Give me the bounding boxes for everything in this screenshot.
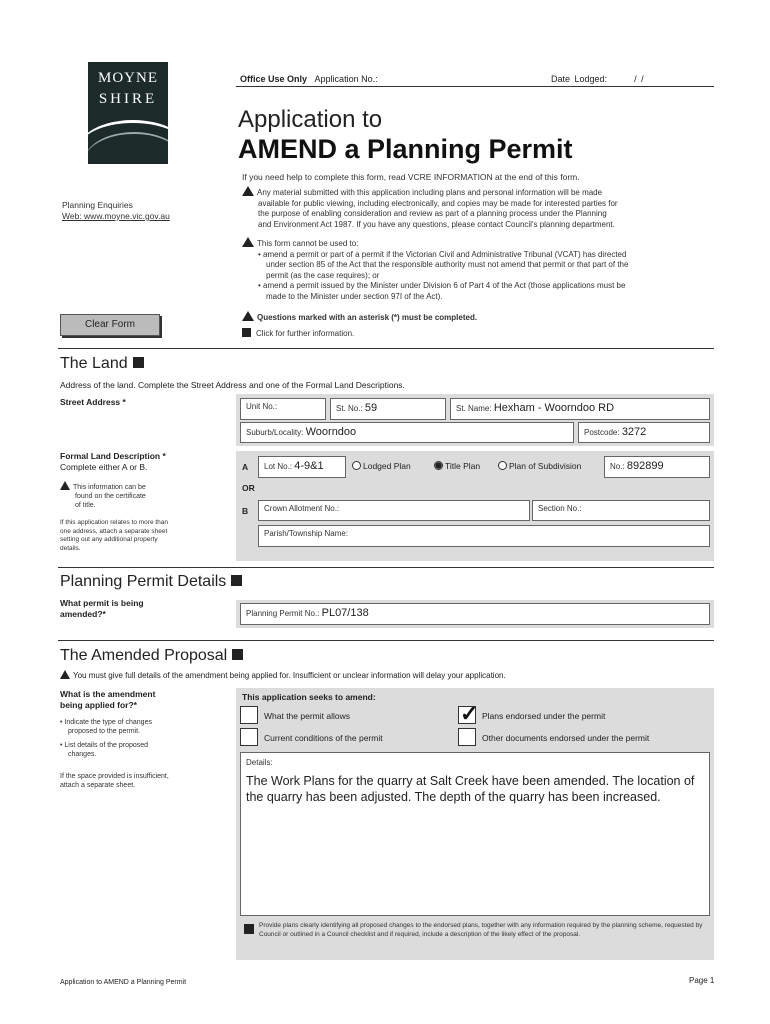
permit-no-field[interactable]: Planning Permit No.: PL07/138	[240, 603, 710, 625]
street-address-label: Street Address *	[60, 397, 126, 407]
amendment-panel: This application seeks to amend: What the permit allows ✓ Plans endorsed under the permit Current conditions of the permit Other documents endorsed under the permit Details: The Work Plans for the quarry at Salt Creek have been amended. The location of the quarry has been adjusted. The depth of the quarry has been increased. Provide plans clearly identifying all proposed changes to the endorsed plans, together with any information required by the planning scheme, requested by Council or outlined in a Council checklist and if required, include a description of the likely effect of the proposal.	[236, 688, 714, 960]
info-icon[interactable]	[231, 575, 242, 586]
details-textarea[interactable]: Details: The Work Plans for the quarry at Salt Creek have been amended. The location of the quarry has been adjusted. The depth of the quarry has been increased.	[240, 752, 710, 916]
formal-land-label: Formal Land Description *	[60, 451, 166, 461]
amendment-question: What is the amendment being applied for?*	[60, 689, 156, 710]
postcode-field[interactable]: Postcode: 3272	[578, 422, 710, 443]
moyne-shire-logo	[88, 62, 168, 164]
info-icon[interactable]	[244, 924, 254, 934]
office-use-label: Office Use Only Application No.:	[240, 74, 378, 84]
date-lodged-label: Date Lodged: / /	[551, 74, 644, 84]
provide-plans-note: Provide plans clearly identifying all proposed changes to the endorsed plans, together with any information required by the planning scheme, requested by Council or outlined in a Council checklist and if required, include a description of the likely effect of the proposal.	[244, 922, 706, 939]
multi-address-note: If this application relates to more than one address, attach a separate sheet setting out any additional property details.	[60, 519, 169, 552]
asterisk-note: Questions marked with an asterisk (*) must be completed.	[242, 311, 477, 324]
other-documents-checkbox[interactable]	[458, 728, 476, 746]
formal-land-panel: A Lot No.: 4-9&1 Lodged Plan Title Plan Plan of Subdivision No.: 892899 OR B Crown Allotment No.: Section No.: Parish/Township Name:	[236, 451, 714, 561]
plan-no-field[interactable]: No.: 892899	[604, 456, 710, 478]
parish-township-field[interactable]: Parish/Township Name:	[258, 525, 710, 547]
conditions-checkbox[interactable]	[240, 728, 258, 746]
suburb-field[interactable]: Suburb/Locality: Woorndoo	[240, 422, 574, 443]
info-note: This information can be found on the certificate of title.	[60, 481, 146, 510]
page-title: AMEND a Planning Permit	[238, 134, 573, 164]
plans-checkbox[interactable]	[458, 706, 476, 724]
planning-enquiries: Planning Enquiries Web: www.moyne.vic.gov.au	[62, 200, 170, 221]
info-icon	[242, 328, 251, 337]
info-icon[interactable]	[232, 649, 243, 660]
street-no-field[interactable]: St. No.: 59	[330, 398, 446, 420]
cannot-use-warning: This form cannot be used to: • amend a permit or part of a permit if the Victorian Civil and Administrative Tribunal (VCAT) has directed under section 85 of the Act that the responsible authority must not amend that permit or that part of the permit (as the case requires); or • amend a permit issued by the Minister under Division 6 of Part 4 of the Act (those applications must be made to the Minister under section 97I of the Act).	[242, 237, 714, 302]
warning-icon	[242, 186, 254, 196]
title-line1: Application to	[238, 106, 383, 133]
crown-allotment-field[interactable]: Crown Allotment No.:	[258, 500, 530, 521]
insufficient-note: If the space provided is insufficient, attach a separate sheet.	[60, 773, 169, 789]
warning-icon	[60, 481, 70, 490]
or-label: OR	[242, 483, 255, 493]
seeks-label: This application seeks to amend:	[242, 692, 376, 702]
formal-land-sub: Complete either A or B.	[60, 462, 148, 472]
footer-title: Application to AMEND a Planning Permit	[60, 979, 187, 986]
address-note: Address of the land. Complete the Street Address and one of the Formal Land Descriptions.	[60, 380, 405, 390]
material-warning: Any material submitted with this application including plans and personal information will be made available for public viewing, including electronically, and copies may be made for interested parties for the purpose of enabling consideration and review as part of a planning process under the Planning and Environment Act 1987. If you have any questions, please contact Council's planning department.	[242, 186, 714, 230]
clear-form-button[interactable]: Clear Form	[60, 314, 160, 336]
page-number: Page 1	[689, 976, 715, 985]
amendment-bullets: • Indicate the type of changes proposed to the permit. • List details of the proposed changes.	[60, 719, 152, 758]
details-text: The Work Plans for the quarry at Salt Creek have been amended. The location of the quarry has been adjusted. The depth of the quarry has been increased.	[246, 774, 695, 804]
plan-of-subdivision-radio[interactable]: Plan of Subdivision	[498, 461, 581, 471]
allows-checkbox[interactable]	[240, 706, 258, 724]
lot-no-field[interactable]: Lot No.: 4-9&1	[258, 456, 346, 478]
section-amended-proposal: The Amended Proposal	[60, 647, 248, 665]
unit-no-field[interactable]: Unit No.:	[240, 398, 326, 420]
info-icon[interactable]	[133, 357, 144, 368]
intro-text: If you need help to complete this form, read VCRE INFORMATION at the end of this form.	[242, 172, 580, 182]
lodged-plan-radio[interactable]: Lodged Plan	[352, 461, 411, 471]
web-link[interactable]: Web: www.moyne.vic.gov.au	[62, 211, 170, 221]
warning-icon	[242, 237, 254, 247]
title-plan-radio[interactable]: Title Plan	[434, 461, 480, 471]
warning-icon	[242, 311, 254, 321]
logo-line2: SHIRE	[98, 91, 158, 107]
street-address-panel	[236, 394, 714, 446]
section-the-land: The Land	[60, 355, 149, 373]
section-no-field[interactable]: Section No.:	[532, 500, 710, 521]
street-name-field[interactable]: St. Name: Hexham - Woorndoo RD	[450, 398, 710, 420]
logo-line1: MOYNE	[98, 70, 158, 86]
warning-icon	[60, 670, 70, 679]
further-info-link[interactable]: Click for further information.	[242, 328, 354, 340]
permit-question: What permit is being amended?*	[60, 598, 144, 619]
section-planning-permit: Planning Permit Details	[60, 573, 247, 591]
amended-warning: You must give full details of the amendment being applied for. Insufficient or unclear information will delay your application.	[60, 670, 506, 680]
